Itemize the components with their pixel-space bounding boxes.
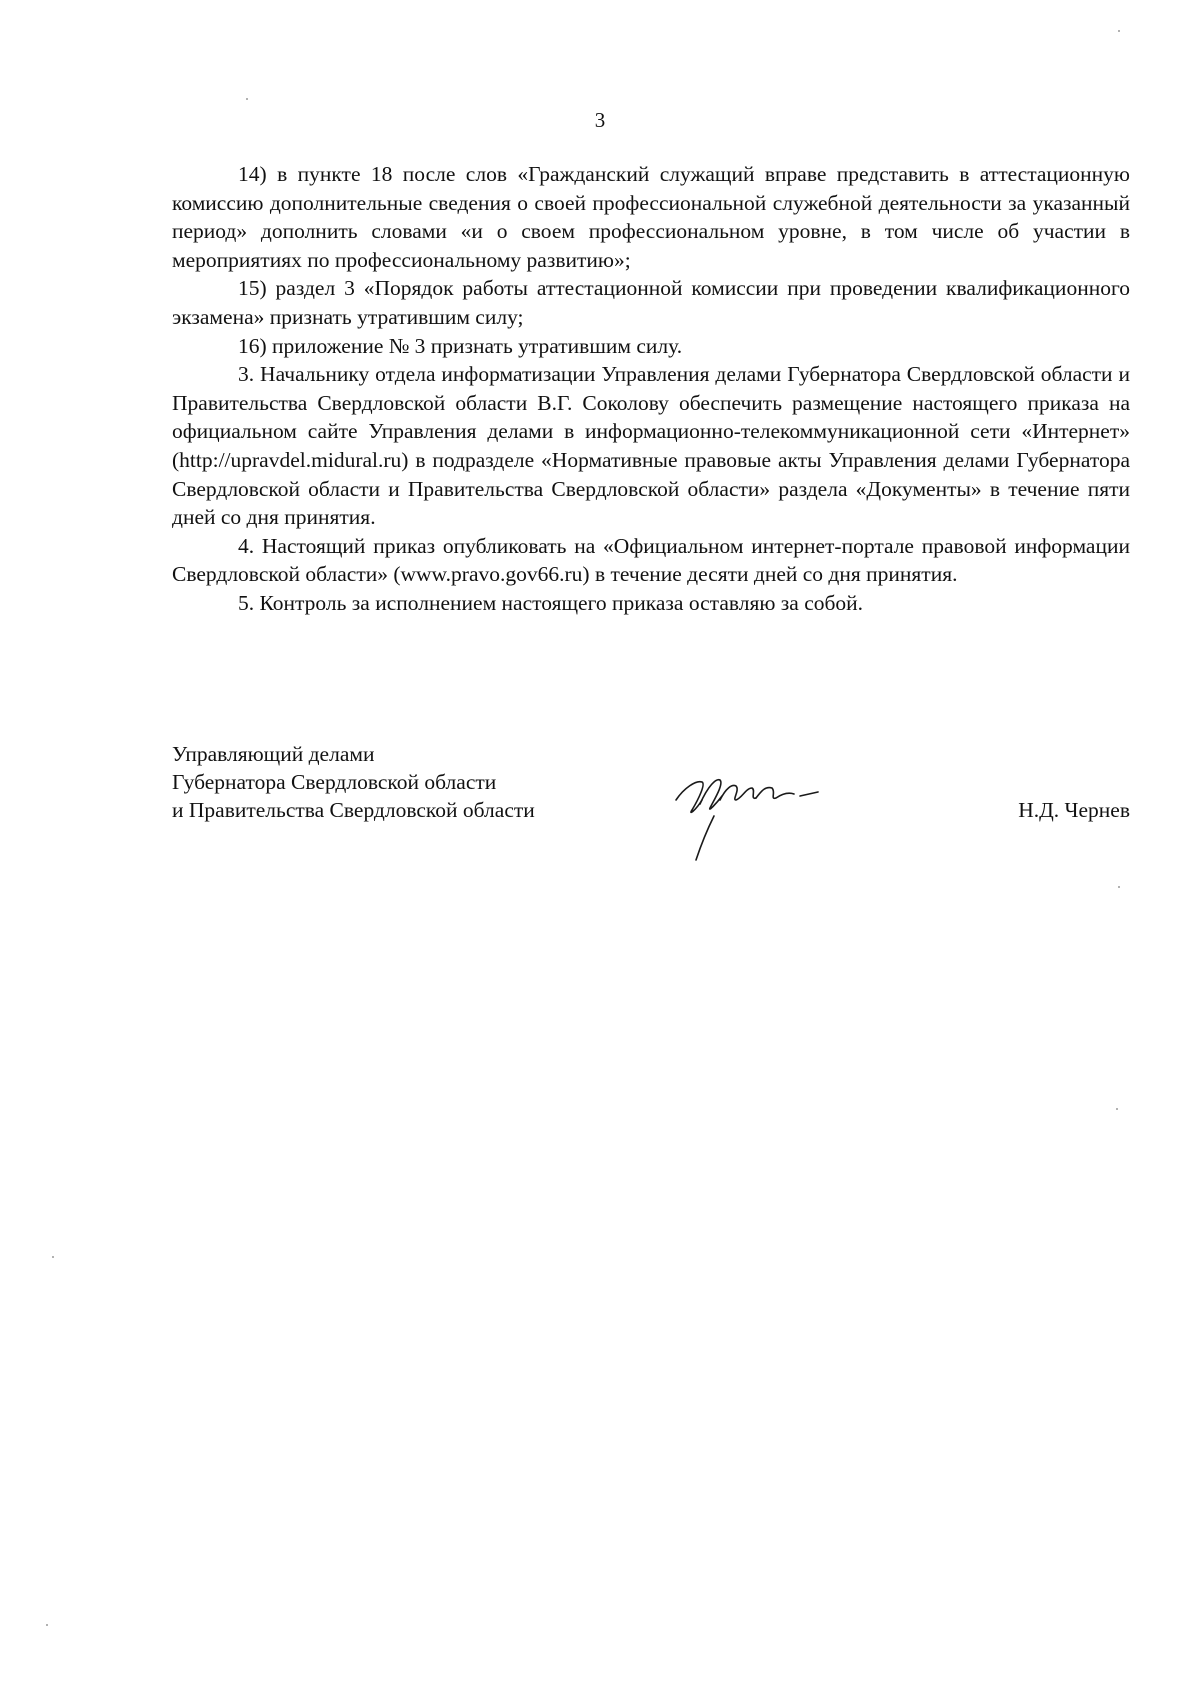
signer-position-line: и Правительства Свердловской области <box>172 798 535 822</box>
signer-position <box>172 740 535 824</box>
signer-position-line: Управляющий делами <box>172 742 375 766</box>
paragraph-item-14: 14) в пункте 18 после слов «Гражданский служащий вправе представить в аттестационную комиссию дополнительные сведения о своей профессиональной служебной деятельности за указанный период» дополнить словами «и о своем профессиональном уровне, в том числе об участии в мероприятиях по профессиональному развитию»; <box>172 162 1130 272</box>
signature-icon <box>662 770 862 870</box>
paragraph-clause-3: 3. Начальнику отдела информатизации Управления делами Губернатора Свердловской области и Правительства Свердловской области В.Г. Соколову обеспечить размещение настоящего приказа на официальном сайте Управления делами в информационно-телекоммуникационной сети «Интернет» (http://upravdel.midural.ru) в подразделе «Нормативные правовые акты Управления делами Губернатора Свердловской области и Правительства Свердловской области» раздела «Документы» в течение пяти дней со дня принятия. <box>172 362 1130 530</box>
signature-block <box>172 740 1130 880</box>
paragraph-item-16: 16) приложение № 3 признать утратившим силу. <box>238 333 683 358</box>
scan-speck <box>1118 886 1120 888</box>
scan-speck <box>246 98 248 100</box>
paragraph-item-15: 15) раздел 3 «Порядок работы аттестационной комиссии при проведении квалификационного экзамена» признать утратившим силу; <box>172 276 1130 329</box>
scan-speck <box>46 1624 48 1626</box>
document-body <box>172 160 1130 618</box>
paragraph-clause-4: 4. Настоящий приказ опубликовать на «Официальном интернет-портале правовой информации Свердловской области» (www.pravo.gov66.ru) в течение десяти дней со дня принятия. <box>172 533 1130 587</box>
scan-speck <box>1116 1108 1118 1110</box>
signer-position-line: Губернатора Свердловской области <box>172 770 497 794</box>
paragraph-clause-5: 5. Контроль за исполнением настоящего приказа оставляю за собой. <box>238 590 864 615</box>
signer-name: Н.Д. Чернев <box>1018 798 1130 822</box>
scan-speck <box>52 1256 54 1258</box>
page-number: 3 <box>594 108 606 132</box>
scan-speck <box>1118 30 1120 32</box>
